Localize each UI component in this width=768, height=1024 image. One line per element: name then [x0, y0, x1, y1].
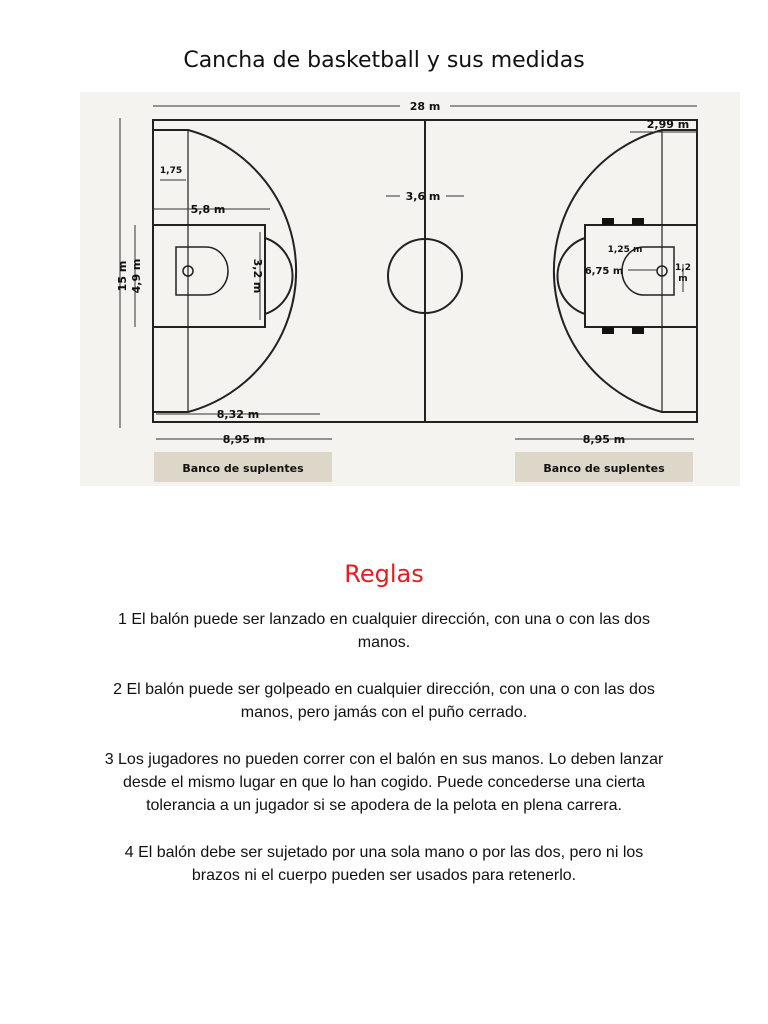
rules-heading: Reglas: [344, 560, 424, 588]
rules-list: [100, 608, 668, 911]
length-label: 28 m: [409, 100, 441, 113]
bench-length-left-label: 8,95 m: [222, 433, 266, 446]
court-diagram: [80, 92, 740, 486]
width-label: 15 m: [116, 260, 129, 292]
rule-item: 4 El balón debe ser sujetado por una sola mano o por las dos, pero ni los brazos ni el cuerpo pueden ser usados para retenerlo.: [124, 844, 644, 884]
key-width-label: 4,9 m: [130, 258, 143, 294]
page-title: Cancha de basketball y sus medidas: [183, 48, 585, 73]
rule-item: 3 Los jugadores no pueden correr con el balón en sus manos. Lo deben lanzar desde el mismo lugar en que lo han cogido. Puede concederse una cierta tolerancia a un jugador si se apodera de la pelota en plena carrera.: [104, 751, 664, 814]
bench-length-right-label: 8,95 m: [582, 433, 626, 446]
free-throw-distance-label: 5,8 m: [190, 203, 226, 216]
backboard-distance-unit: m: [678, 274, 688, 284]
backboard-distance-label: 1,2: [675, 263, 691, 273]
bench-right-label: Banco de suplentes: [543, 462, 665, 475]
free-throw-circle-label: 3,2 m: [251, 258, 264, 294]
center-circle-label: 3,6 m: [405, 190, 441, 203]
corner-three-label: 2,99 m: [646, 118, 690, 131]
basket-radius-label: 1,25 m: [607, 245, 643, 255]
three-point-radius-label: 6,75 m: [584, 266, 624, 277]
bench-left-label: Banco de suplentes: [182, 462, 304, 475]
rule-item: 2 El balón puede ser golpeado en cualquier dirección, con una o con las dos manos, pero jamás con el puño cerrado.: [113, 681, 655, 721]
three-point-depth-label: 8,32 m: [216, 408, 260, 421]
rule-item: 1 El balón puede ser lanzado en cualquier dirección, con una o con las dos manos.: [118, 611, 650, 651]
three-point-line-label: 1,75: [159, 166, 183, 176]
